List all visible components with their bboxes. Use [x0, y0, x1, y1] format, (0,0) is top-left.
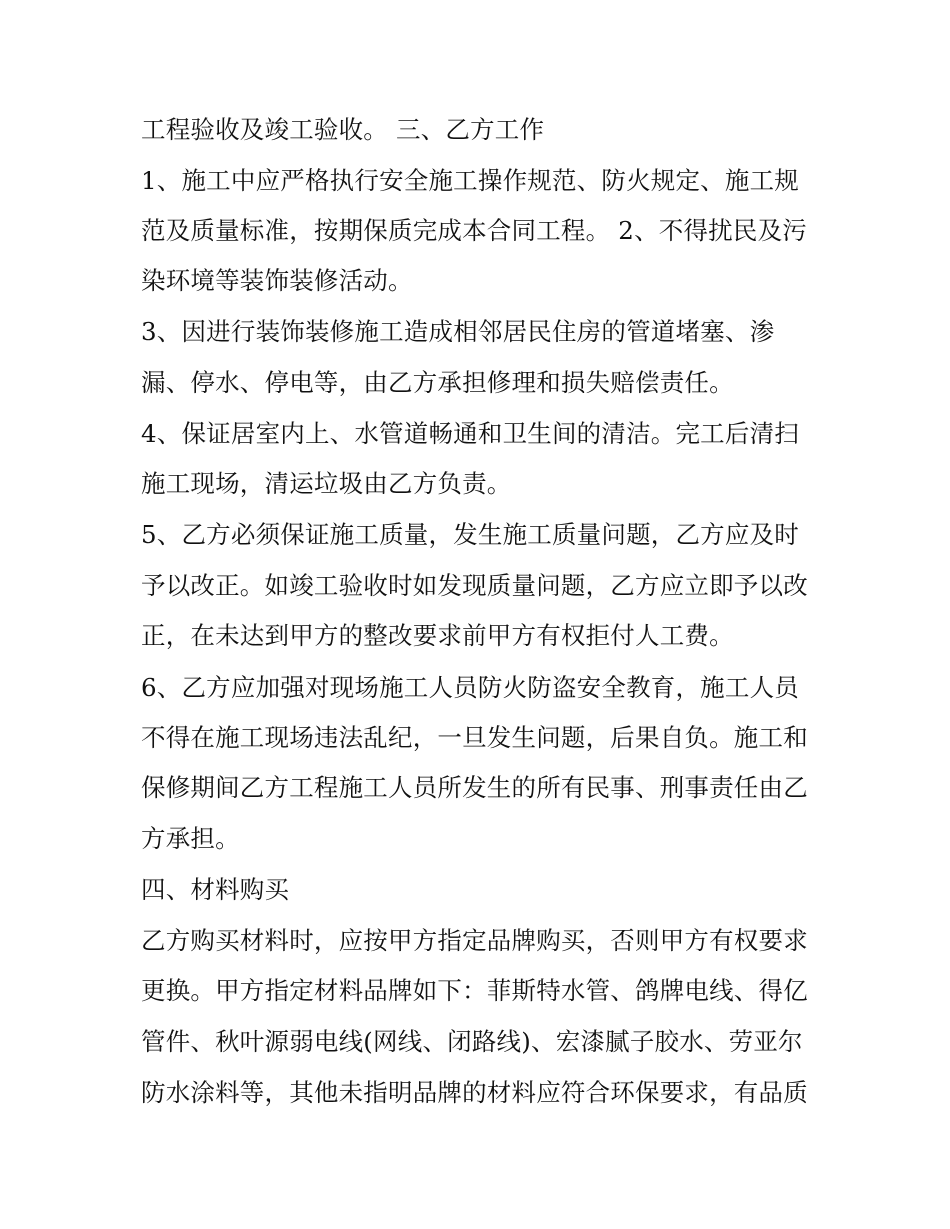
text-line: 漏、停水、停电等，由乙方承担修理和损失赔偿责任。	[141, 368, 734, 397]
text-line: 乙方购买材料时，应按甲方指定品牌购买，否则甲方有权要求	[141, 926, 808, 955]
text-line: 3、因进行装饰装修施工造成相邻居民住房的管道堵塞、渗	[141, 317, 775, 346]
text-line: 方承担。	[141, 824, 240, 853]
text-line: 正，在未达到甲方的整改要求前甲方有权拒付人工费。	[141, 621, 734, 650]
text-line: 防水涂料等，其他未指明品牌的材料应符合环保要求，有品质	[141, 1078, 808, 1107]
text-line: 范及质量标准，按期保质完成本合同工程。 2、不得扰民及污	[141, 216, 807, 245]
text-line: 更换。甲方指定材料品牌如下：菲斯特水管、鸽牌电线、得亿	[141, 976, 808, 1005]
section-heading: 四、材料购买	[141, 875, 290, 904]
text-line: 1、施工中应严格执行安全施工操作规范、防火规定、施工规	[141, 166, 799, 195]
text-line: 6、乙方应加强对现场施工人员防火防盗安全教育，施工人员	[141, 673, 799, 702]
text-line: 不得在施工现场违法乱纪，一旦发生问题，后果自负。施工和	[141, 723, 808, 752]
text-line: 5、乙方必须保证施工质量，发生施工质量问题，乙方应及时	[141, 520, 799, 549]
text-line: 予以改正。如竣工验收时如发现质量问题，乙方应立即予以改	[141, 571, 808, 600]
text-line: 施工现场，清运垃圾由乙方负责。	[141, 469, 512, 498]
text-line: 保修期间乙方工程施工人员所发生的所有民事、刑事责任由乙	[141, 773, 808, 802]
text-line: 染环境等装饰装修活动。	[141, 266, 413, 295]
text-line: 工程验收及竣工验收。 三、乙方工作	[141, 115, 545, 144]
text-line: 管件、秋叶源弱电线(网线、闭路线)、宏漆腻子胶水、劳亚尔	[141, 1027, 803, 1056]
text-line: 4、保证居室内上、水管道畅通和卫生间的清洁。完工后清扫	[141, 419, 799, 448]
